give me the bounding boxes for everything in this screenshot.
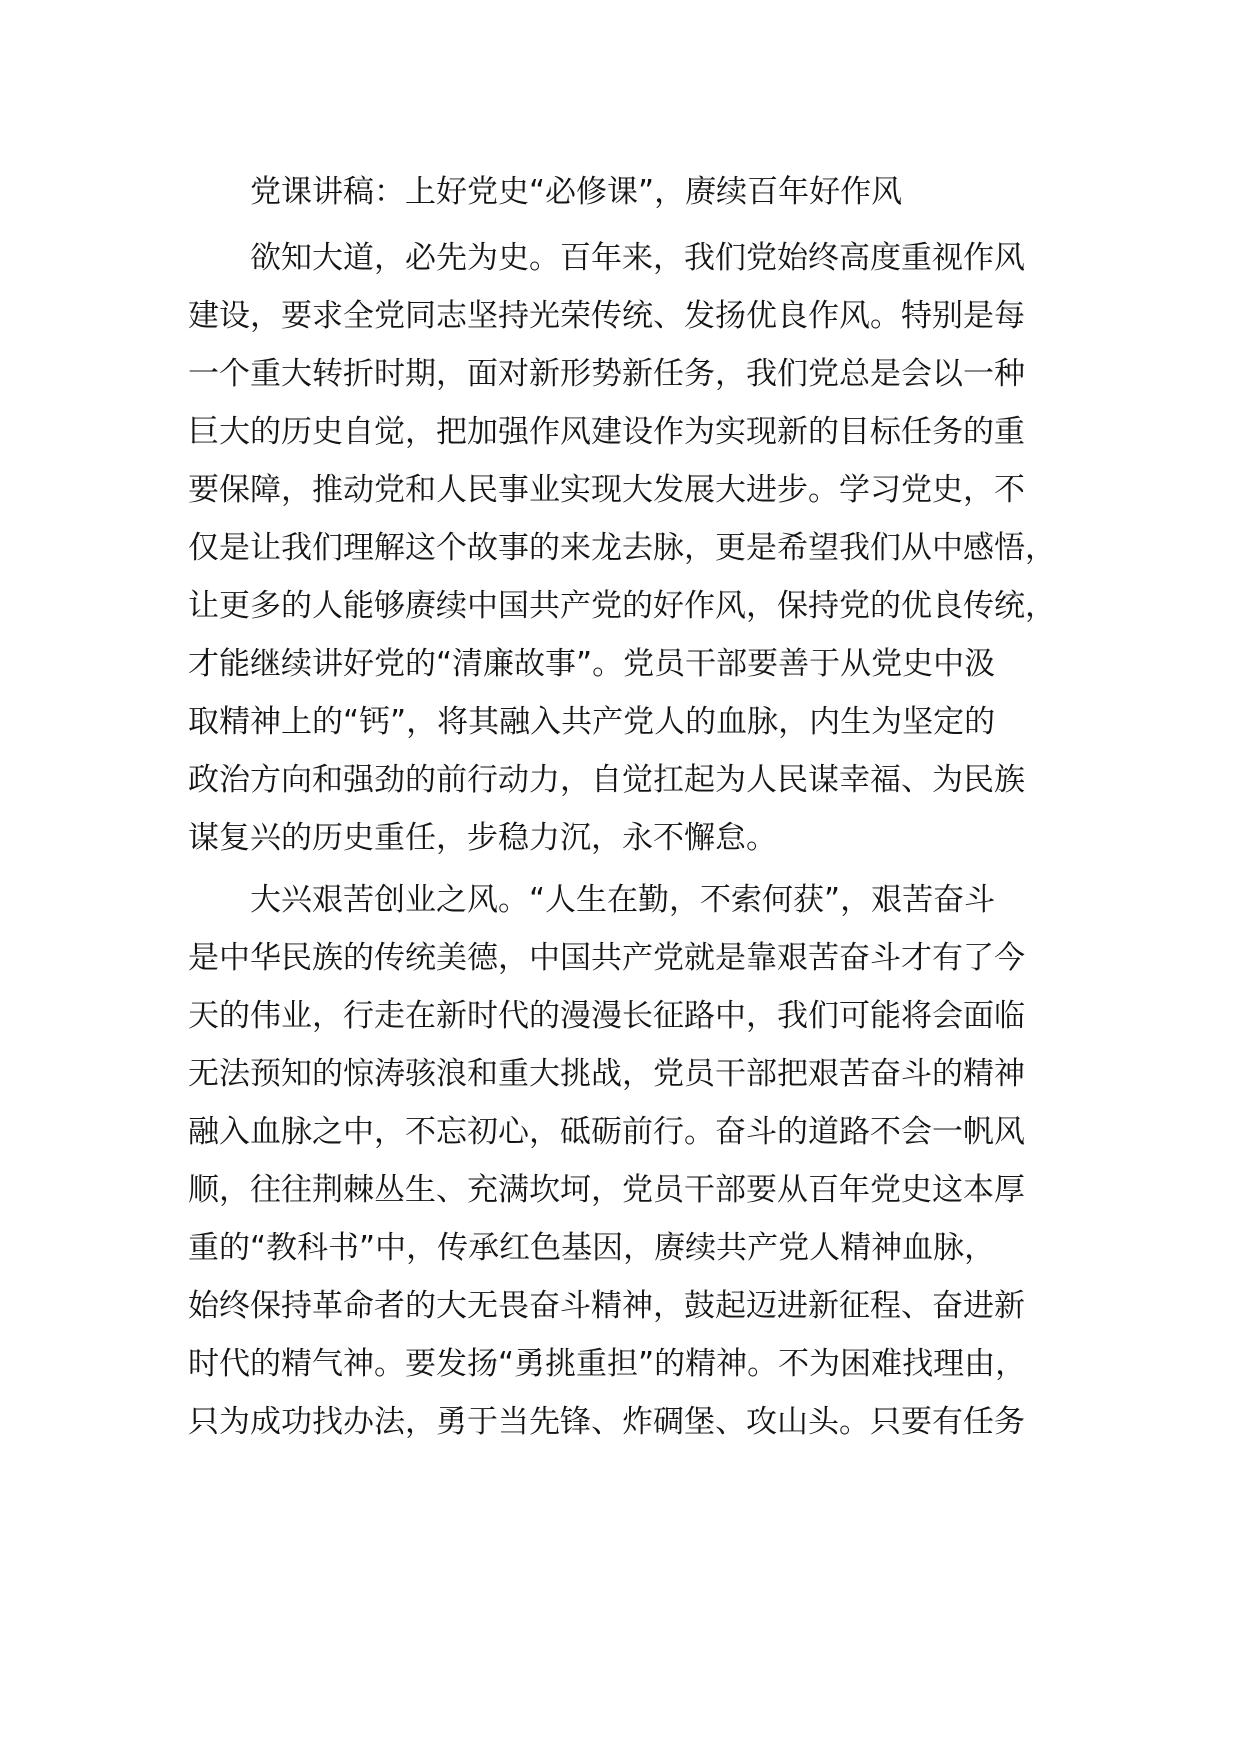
paragraph-1-line-9: 取精神上的“钙”，将其融入共产党人的血脉，内生为坚定的: [188, 704, 996, 740]
paragraph-2-line-2: 是中华民族的传统美德，中国共产党就是靠艰苦奋斗才有了今: [188, 940, 1025, 976]
paragraph-2-line-10: 只为成功找办法，勇于当先锋、炸碉堡、攻山头。只要有任务: [188, 1404, 1025, 1440]
paragraph-1-line-3: 一个重大转折时期，面对新形势新任务，我们党总是会以一种: [188, 356, 1025, 392]
paragraph-2-line-1: 大兴艰苦创业之风。“人生在勤，不索何获”，艰苦奋斗: [250, 882, 996, 918]
paragraph-1-line-8: 才能继续讲好党的“清廉故事”。党员干部要善于从党史中汲: [188, 646, 996, 682]
paragraph-2-line-8: 始终保持革命者的大无畏奋斗精神，鼓起迈进新征程、奋进新: [188, 1288, 1025, 1324]
paragraph-2-line-4: 无法预知的惊涛骇浪和重大挑战，党员干部把艰苦奋斗的精神: [188, 1056, 1025, 1092]
paragraph-1-line-1: 欲知大道，必先为史。百年来，我们党始终高度重视作风: [250, 240, 1025, 276]
paragraph-2-line-3: 天的伟业，行走在新时代的漫漫长征路中，我们可能将会面临: [188, 998, 1025, 1034]
paragraph-1-line-5: 要保障，推动党和人民事业实现大发展大进步。学习党史，不: [188, 472, 1025, 508]
paragraph-1-line-2: 建设，要求全党同志坚持光荣传统、发扬优良作风。特别是每: [188, 298, 1025, 334]
paragraph-1-line-6: 仅是让我们理解这个故事的来龙去脉，更是希望我们从中感悟，: [188, 530, 1056, 566]
paragraph-2-line-5: 融入血脉之中，不忘初心，砥砺前行。奋斗的道路不会一帆风: [188, 1114, 1025, 1150]
paragraph-1-line-7: 让更多的人能够赓续中国共产党的好作风，保持党的优良传统，: [188, 588, 1056, 624]
paragraph-2-line-7: 重的“教科书”中，传承红色基因，赓续共产党人精神血脉，: [188, 1230, 996, 1266]
paragraph-2-line-9: 时代的精气神。要发扬“勇挑重担”的精神。不为困难找理由，: [188, 1346, 1027, 1382]
paragraph-1-line-10: 政治方向和强劲的前行动力，自觉扛起为人民谋幸福、为民族: [188, 762, 1025, 798]
paragraph-1-line-4: 巨大的历史自觉，把加强作风建设作为实现新的目标任务的重: [188, 414, 1025, 450]
paragraph-1-line-11: 谋复兴的历史重任，步稳力沉，永不懈怠。: [188, 820, 777, 856]
document-title: 党课讲稿：上好党史“必修课”，赓续百年好作风: [250, 174, 903, 210]
paragraph-2-line-6: 顺，往往荆棘丛生、充满坎坷，党员干部要从百年党史这本厚: [188, 1172, 1025, 1208]
